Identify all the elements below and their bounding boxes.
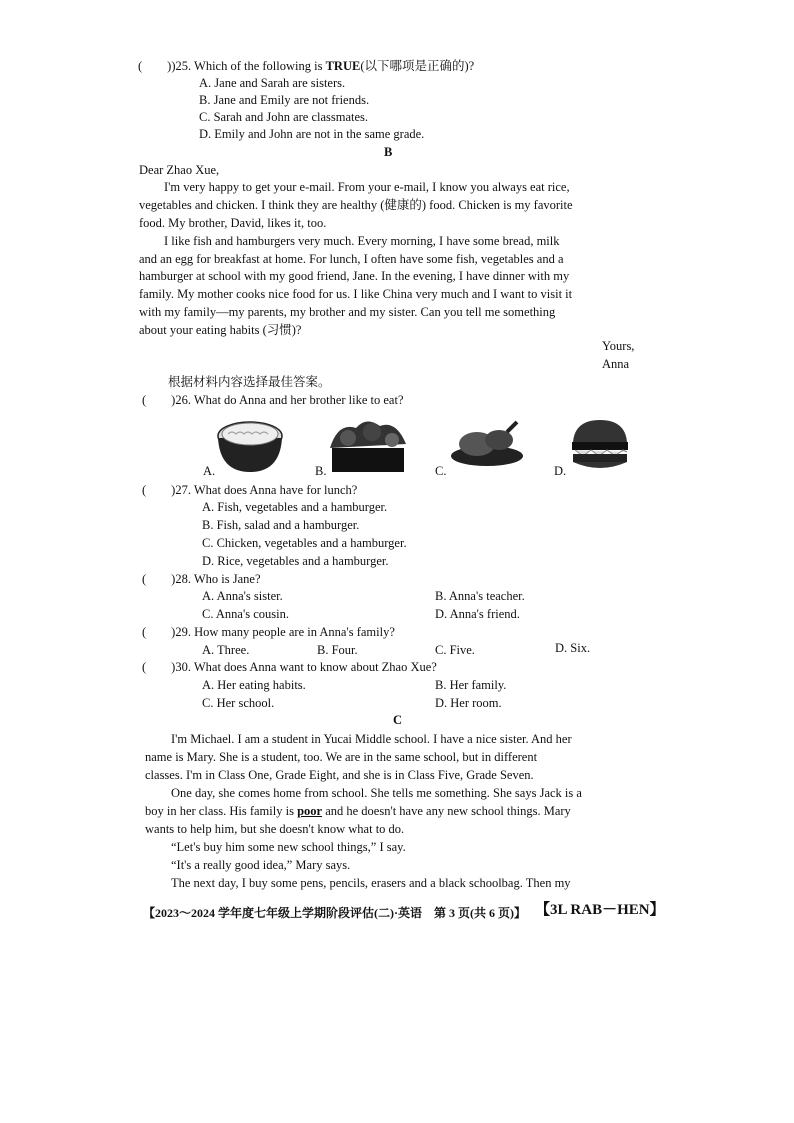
- letter-signature: Anna: [602, 357, 630, 371]
- q28-stem: ( )28. Who is Jane?: [142, 572, 261, 586]
- q30-option-c: C. Her school.: [202, 696, 275, 710]
- section-b-instruction: 根据材料内容选择最佳答案。: [168, 375, 331, 389]
- q25-stem: [138, 58, 474, 74]
- para2-line4: family. My mother cooks nice food for us. I like China very much and I want to visit it: [139, 287, 573, 301]
- c-p4: “It's a really good idea,” Mary says.: [171, 858, 351, 872]
- q29-stem: ( )29. How many people are in Anna's family?: [142, 625, 395, 639]
- letter-closing: Yours,: [602, 339, 635, 353]
- q29-option-c: C. Five.: [435, 643, 475, 657]
- q29-option-b: B. Four.: [317, 643, 358, 657]
- q27-stem: ( )27. What does Anna have for lunch?: [142, 483, 358, 497]
- q26-label-c: C.: [435, 464, 447, 478]
- q28-option-d: D. Anna's friend.: [435, 607, 520, 621]
- para2-line6: about your eating habits (习惯)?: [139, 323, 302, 337]
- para1-line2: vegetables and chicken. I think they are healthy (健康的) food. Chicken is my favorite: [139, 198, 573, 212]
- footer-left: 【2023～2024 学年度七年级上学期阶段评估(二)·英语 第 3 页(共 6 页)】: [143, 906, 526, 920]
- c-p2-line2-post: and he doesn't have any new school things. Mary: [322, 804, 571, 818]
- vegetables-image: [326, 414, 410, 476]
- para2-line5: with my family—my parents, my brother and my sister. Can you tell me something: [139, 305, 556, 319]
- q26-stem-text: )26. What do Anna and her brother like to eat?: [171, 393, 404, 407]
- q27-option-a: A. Fish, vegetables and a hamburger.: [202, 500, 388, 514]
- q30-stem-text: )30. What does Anna want to know about Zhao Xue?: [171, 660, 437, 674]
- q26-label-b: B.: [315, 464, 327, 478]
- q26-label-d: D.: [554, 464, 567, 478]
- hamburger-image: [569, 416, 631, 474]
- para1-line1: I'm very happy to get your e-mail. From your e-mail, I know you always eat rice,: [164, 180, 570, 194]
- q28-stem-text: )28. Who is Jane?: [171, 572, 261, 586]
- q28-option-a: A. Anna's sister.: [202, 589, 283, 603]
- q27-option-d: D. Rice, vegetables and a hamburger.: [202, 554, 389, 568]
- q25-option-a: A. Jane and Sarah are sisters.: [199, 76, 346, 90]
- q27-option-c: C. Chicken, vegetables and a hamburger.: [202, 536, 407, 550]
- q30-option-a: A. Her eating habits.: [202, 678, 306, 692]
- q28-option-c: C. Anna's cousin.: [202, 607, 289, 621]
- q25-stem-bold: TRUE: [325, 59, 361, 73]
- c-p1-line2: name is Mary. She is a student, too. We are in the same school, but in different: [145, 750, 538, 764]
- footer-code: 【3L RAB－HEN】: [535, 902, 665, 918]
- q29-option-d: D. Six.: [555, 641, 591, 655]
- q25-option-c: C. Sarah and John are classmates.: [199, 110, 369, 124]
- q25-stem-suffix: (以下哪项是正确的)?: [360, 59, 475, 73]
- q30-option-b: B. Her family.: [435, 678, 507, 692]
- c-p3: “Let's buy him some new school things,” I say.: [171, 840, 406, 854]
- q25-option-d: D. Emily and John are not in the same grade.: [199, 127, 425, 141]
- para2-line3: hamburger at school with my good friend, Jane. In the evening, I have dinner with my: [139, 269, 570, 283]
- q29-option-a: A. Three.: [202, 643, 250, 657]
- para2-line1: I like fish and hamburgers very much. Every morning, I have some bread, milk: [164, 234, 560, 248]
- para1-line3: food. My brother, David, likes it, too.: [139, 216, 327, 230]
- c-p1-line3: classes. I'm in Class One, Grade Eight, and she is in Class Five, Grade Seven.: [145, 768, 534, 782]
- q27-stem-text: )27. What does Anna have for lunch?: [171, 483, 358, 497]
- q30-stem: ( )30. What does Anna want to know about Zhao Xue?: [142, 660, 437, 674]
- q27-option-b: B. Fish, salad and a hamburger.: [202, 518, 360, 532]
- letter-salutation: Dear Zhao Xue,: [139, 163, 220, 177]
- q30-option-d: D. Her room.: [435, 696, 502, 710]
- section-c-heading: C: [393, 713, 403, 727]
- q26-stem: ( )26. What do Anna and her brother like to eat?: [142, 393, 404, 407]
- q25-stem-prefix: )25. Which of the following is: [171, 59, 326, 73]
- q25-paren: ( ): [138, 59, 172, 73]
- q25-option-b: B. Jane and Emily are not friends.: [199, 93, 370, 107]
- section-b-heading: B: [384, 145, 393, 159]
- c-p2-line3: wants to help him, but she doesn't know what to do.: [145, 822, 405, 836]
- chicken-image: [447, 418, 527, 468]
- c-p2-line1: One day, she comes home from school. She tells me something. She says Jack is a: [171, 786, 582, 800]
- q29-stem-text: )29. How many people are in Anna's family?: [171, 625, 395, 639]
- para2-line2: and an egg for breakfast at home. For lunch, I often have some fish, vegetables and a: [139, 252, 564, 266]
- underlined-word-poor: poor: [297, 804, 323, 818]
- q28-option-b: B. Anna's teacher.: [435, 589, 525, 603]
- rice-bowl-image: [216, 414, 284, 474]
- c-p5: The next day, I buy some pens, pencils, erasers and a black schoolbag. Then my: [171, 876, 571, 890]
- c-p2-line2-pre: boy in her class. His family is: [145, 804, 298, 818]
- c-p1-line1: I'm Michael. I am a student in Yucai Middle school. I have a nice sister. And her: [171, 732, 572, 746]
- q26-label-a: A.: [203, 464, 216, 478]
- c-p2-line2: [145, 803, 571, 819]
